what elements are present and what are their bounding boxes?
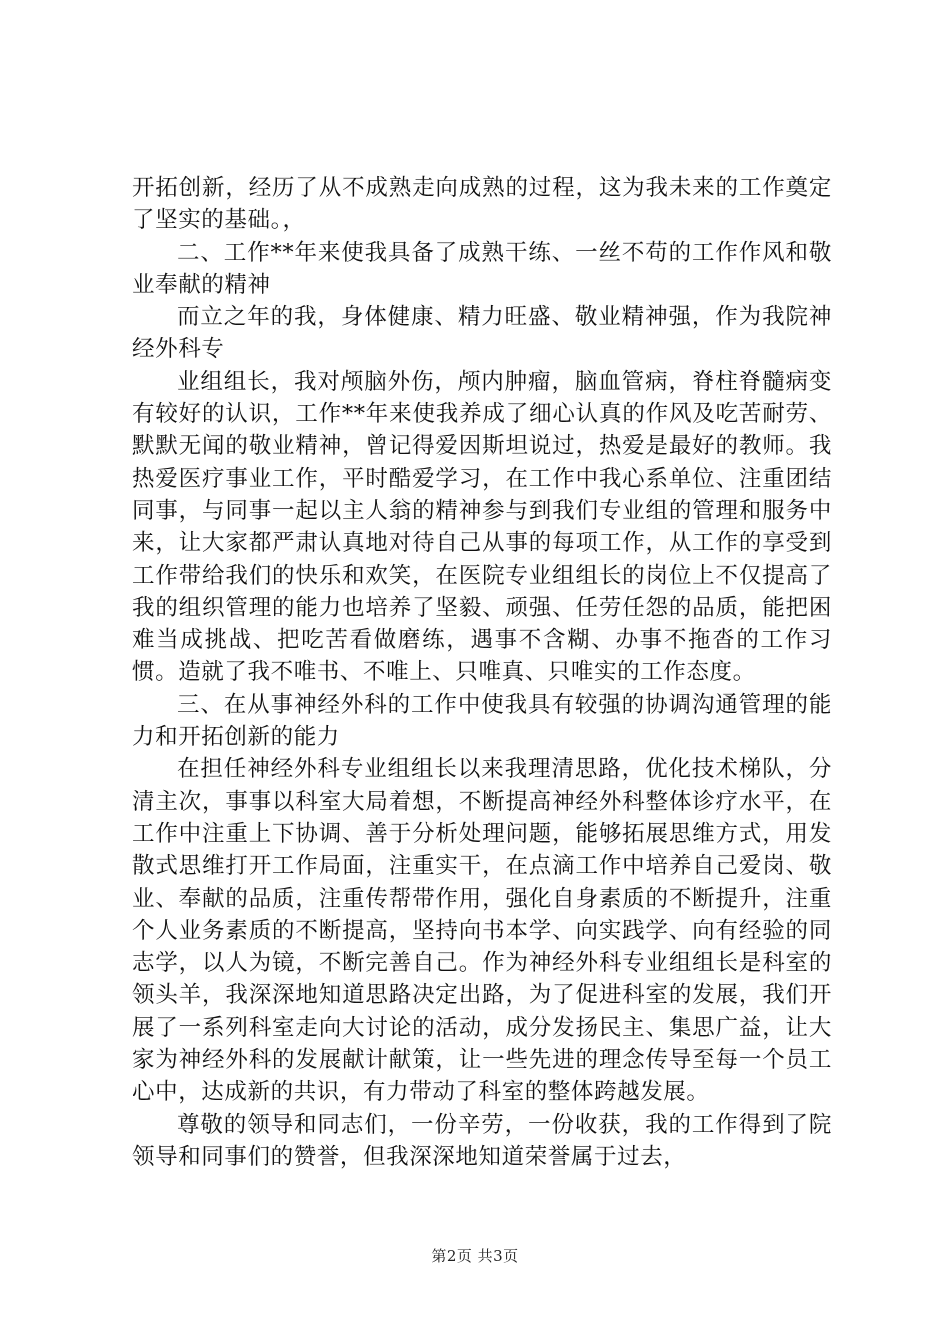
section-heading: 二、工作**年来使我具备了成熟干练、一丝不苟的工作作风和敬业奉献的精神 <box>132 239 832 298</box>
paragraph: 业组组长，我对颅脑外伤，颅内肿瘤，脑血管病，脊柱脊髓病变有较好的认识，工作**年来使我养成了细心认真的作风及吃苦耐劳、默默无闻的敬业精神，曾记得爱因斯坦说过，热爱是最好的教师。我热爱医疗事业工作，平时酷爱学习，在工作中我心系单位、注重团结同事，与同事一起以主人翁的精神参与到我们专业组的管理和服务中来，让大家都严肃认真地对待自己从事的每项工作，从工作的享受到工作带给我们的快乐和欢笑，在医院专业组组长的岗位上不仅提高了我的组织管理的能力也培养了坚毅、顽强、任劳任怨的品质，能把困难当成挑战、把吃苦看做磨练，遇事不含糊、办事不拖沓的工作习惯。造就了我不唯书、不唯上、只唯真、只唯实的工作态度。 <box>132 368 832 686</box>
paragraph: 尊敬的领导和同志们，一份辛劳，一份收获，我的工作得到了院领导和同事们的赞誉，但我深深地知道荣誉属于过去， <box>132 1111 832 1170</box>
paragraph: 而立之年的我，身体健康、精力旺盛、敬业精神强，作为我院神经外科专 <box>132 304 832 363</box>
page-footer: 第2页 共3页 <box>431 1247 519 1265</box>
paragraph: 开拓创新，经历了从不成熟走向成熟的过程，这为我未来的工作奠定了坚实的基础。， <box>132 175 832 234</box>
body-text <box>132 172 832 1173</box>
paragraph: 在担任神经外科专业组组长以来我理清思路，优化技术梯队，分清主次，事事以科室大局着想，不断提高神经外科整体诊疗水平，在工作中注重上下协调、善于分析处理问题，能够拓展思维方式，用发散式思维打开工作局面，注重实干，在点滴工作中培养自己爱岗、敬业、奉献的品质，注重传帮带作用，强化自身素质的不断提升，注重个人业务素质的不断提高，坚持向书本学、向实践学、向有经验的同志学，以人为镜，不断完善自己。作为神经外科专业组组长是科室的领头羊，我深深地知道思路决定出路，为了促进科室的发展，我们开展了一系列科室走向大讨论的活动，成分发扬民主、集思广益，让大家为神经外科的发展献计献策，让一些先进的理念传导至每一个员工心中，达成新的共识，有力带动了科室的整体跨越发展。 <box>132 756 832 1106</box>
section-heading: 三、在从事神经外科的工作中使我具有较强的协调沟通管理的能力和开拓创新的能力 <box>132 691 832 751</box>
